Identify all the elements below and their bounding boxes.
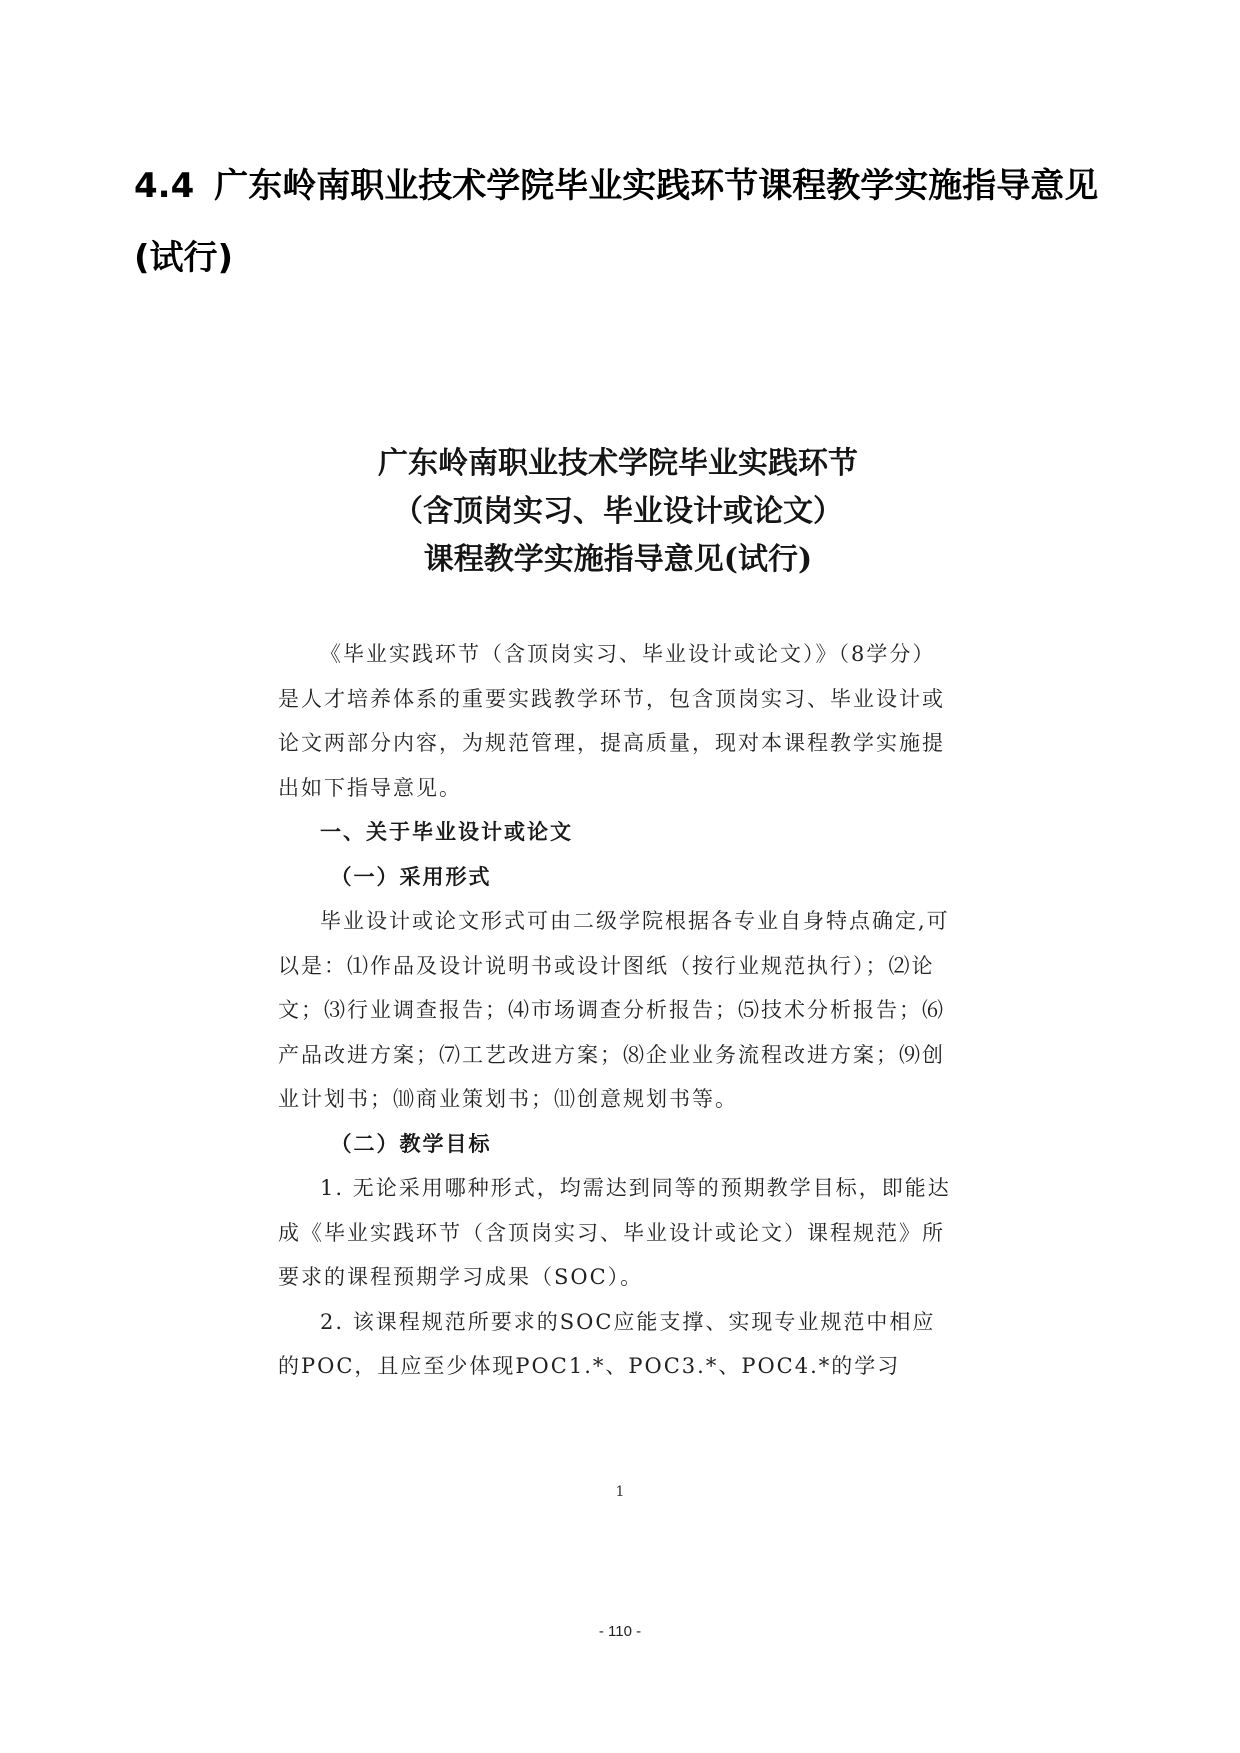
document-title-line-1: 广东岭南职业技术学院毕业实践环节 <box>378 446 858 481</box>
subsection-one-paragraph: 毕业设计或论文形式可由二级学院根据各专业自身特点确定,可以是：⑴作品及设计说明书或设计图纸（按行业规范执行）；⑵论文；⑶行业调查报告；⑷市场调查分析报告；⑸技术分析报告；⑹产品改进方案；⑺工艺改进方案；⑻企业业务流程改进方案；⑼创业计划书；⑽商业策划书；⑾创意规划书等。 <box>278 909 950 1111</box>
subsection-one-heading: （一）采用形式 <box>330 863 492 889</box>
scanned-document <box>278 440 958 1389</box>
section-number: 4.4 <box>134 166 195 206</box>
goal-2-paragraph: 2. 该课程规范所要求的SOC应能支撑、实现专业规范中相应的POC，且应至少体现POC1.*、POC3.*、POC4.*的学习 <box>278 1309 936 1378</box>
section-heading <box>134 150 1134 294</box>
document-body <box>278 632 958 1389</box>
part-one-heading: 一、关于毕业设计或论文 <box>320 819 573 844</box>
section-title: 广东岭南职业技术学院毕业实践环节课程教学实施指导意见(试行) <box>134 166 1099 278</box>
document-title-line-3: 课程教学实施指导意见(试行) <box>423 542 813 577</box>
subsection-two-heading: （二）教学目标 <box>330 1130 492 1156</box>
scan-page-number: 1 <box>615 1484 625 1500</box>
page-number: - 110 - <box>598 1623 642 1640</box>
intro-paragraph: 《毕业实践环节（含顶岗实习、毕业设计或论文）》（8学分）是人才培养体系的重要实践教学环节，包含顶岗实习、毕业设计或论文两部分内容，为规范管理，提高质量，现对本课程教学实施提出如下指导意见。 <box>278 642 945 800</box>
goal-1-paragraph: 1. 无论采用哪种形式，均需达到同等的预期教学目标，即能达成《毕业实践环节（含顶岗实习、毕业设计或论文）课程规范》所要求的课程预期学习成果（SOC）。 <box>278 1176 951 1289</box>
document-title <box>278 440 958 584</box>
document-title-line-2: （含顶岗实习、毕业设计或论文） <box>393 494 843 529</box>
